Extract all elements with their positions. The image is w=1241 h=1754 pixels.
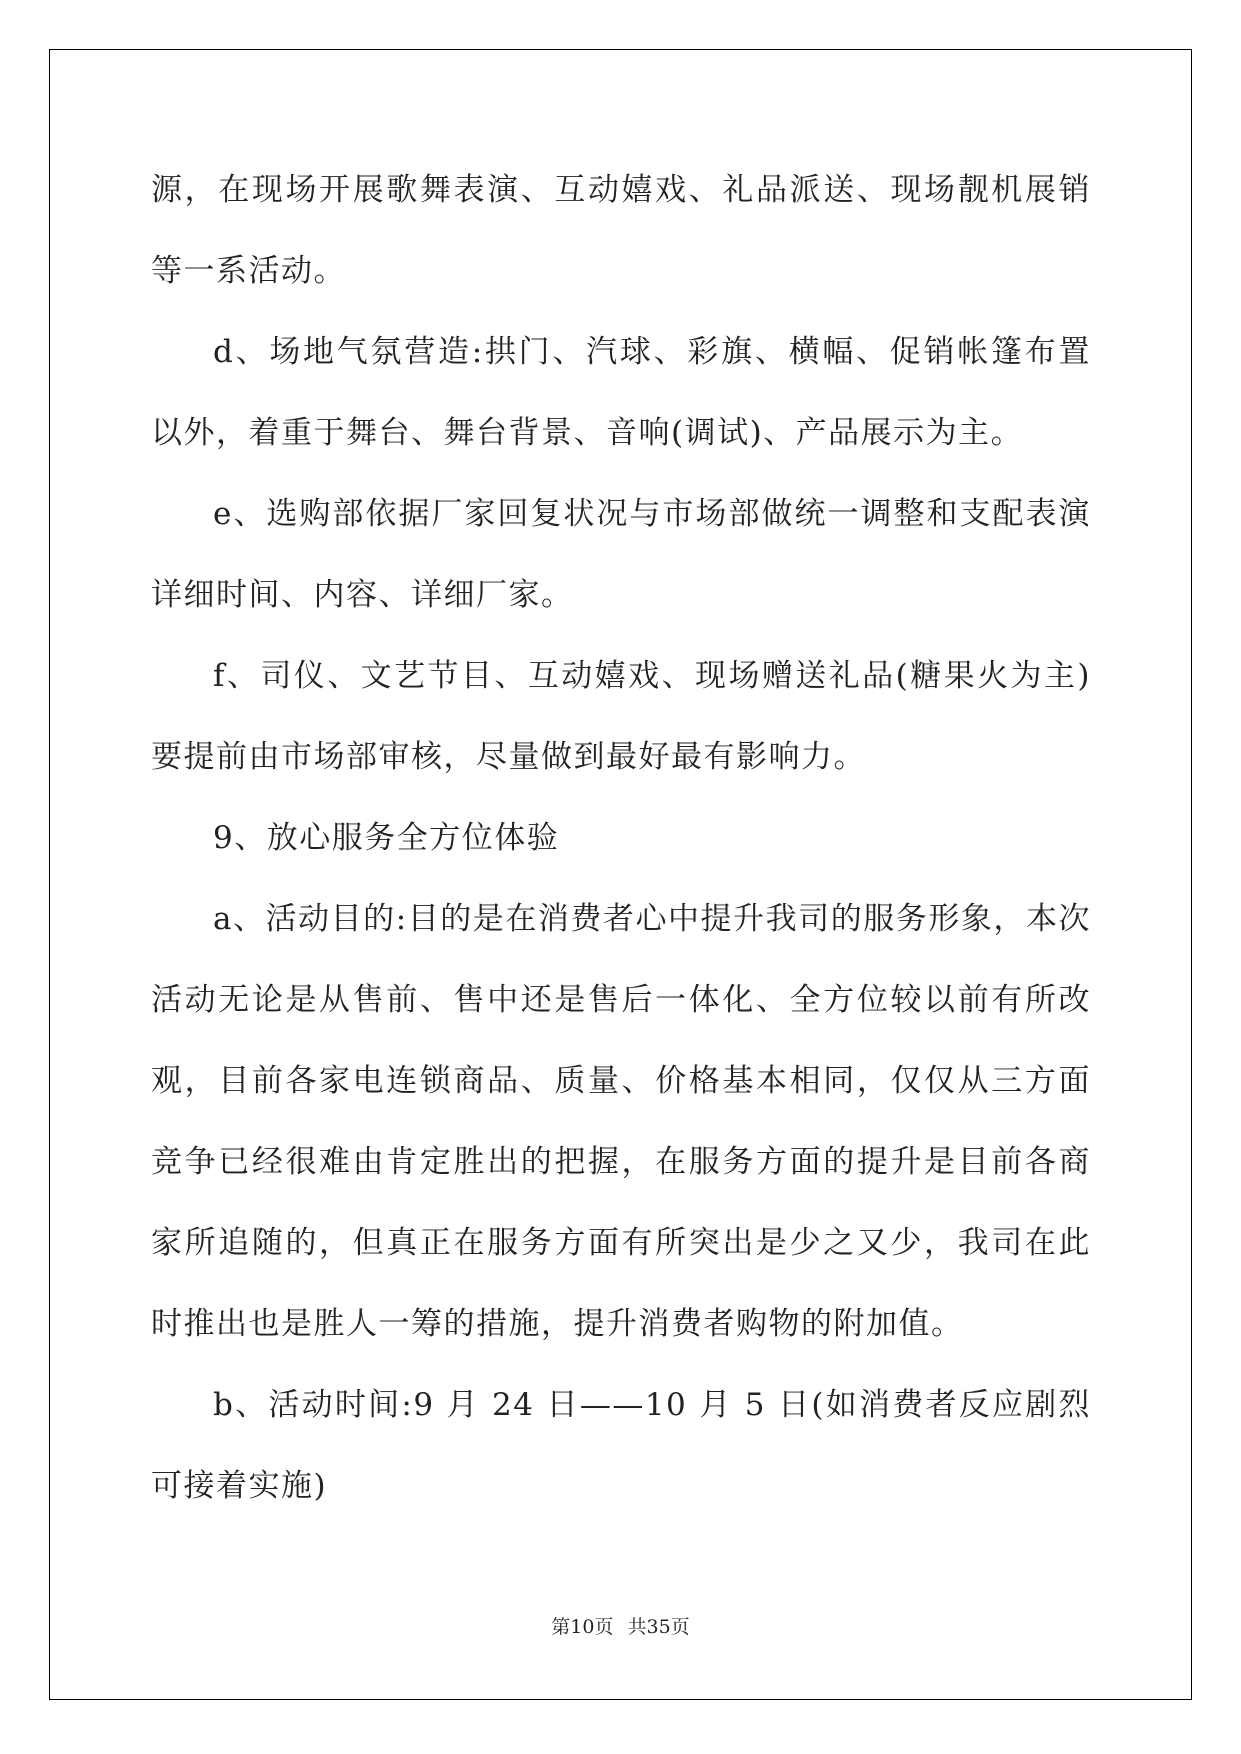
- page-number: 第10页: [551, 1616, 614, 1638]
- section-heading: 9、放心服务全方位体验: [213, 820, 560, 856]
- document-body: [151, 150, 1091, 1527]
- paragraph-1: 源，在现场开展歌舞表演、互动嬉戏、礼品派送、现场靓机展销等一系活动。: [151, 172, 1091, 289]
- paragraph-3: e、选购部依据厂家回复状况与市场部做统一调整和支配表演详细时间、内容、详细厂家。: [151, 496, 1091, 613]
- paragraph-2: d、场地气氛营造:拱门、汽球、彩旗、横幅、促销帐篷布置以外，着重于舞台、舞台背景、音响(调试)、产品展示为主。: [151, 334, 1091, 451]
- page-total: 共35页: [627, 1616, 690, 1638]
- paragraph-5: a、活动目的:目的是在消费者心中提升我司的服务形象，本次活动无论是从售前、售中还是售后一体化、全方位较以前有所改观，目前各家电连锁商品、质量、价格基本相同，仅仅从三方面竞争已经很难由肯定胜出的把握，在服务方面的提升是目前各商家所追随的，但真正在服务方面有所突出是少之又少，我司在此时推出也是胜人一筹的措施，提升消费者购物的附加值。: [151, 901, 1091, 1342]
- page-footer: [0, 1612, 1241, 1639]
- paragraph-6: b、活动时间:9 月 24 日——10 月 5 日(如消费者反应剧烈可接着实施): [151, 1387, 1091, 1504]
- paragraph-4: f、司仪、文艺节目、互动嬉戏、现场赠送礼品(糖果火为主)要提前由市场部审核，尽量做到最好最有影响力。: [151, 658, 1091, 775]
